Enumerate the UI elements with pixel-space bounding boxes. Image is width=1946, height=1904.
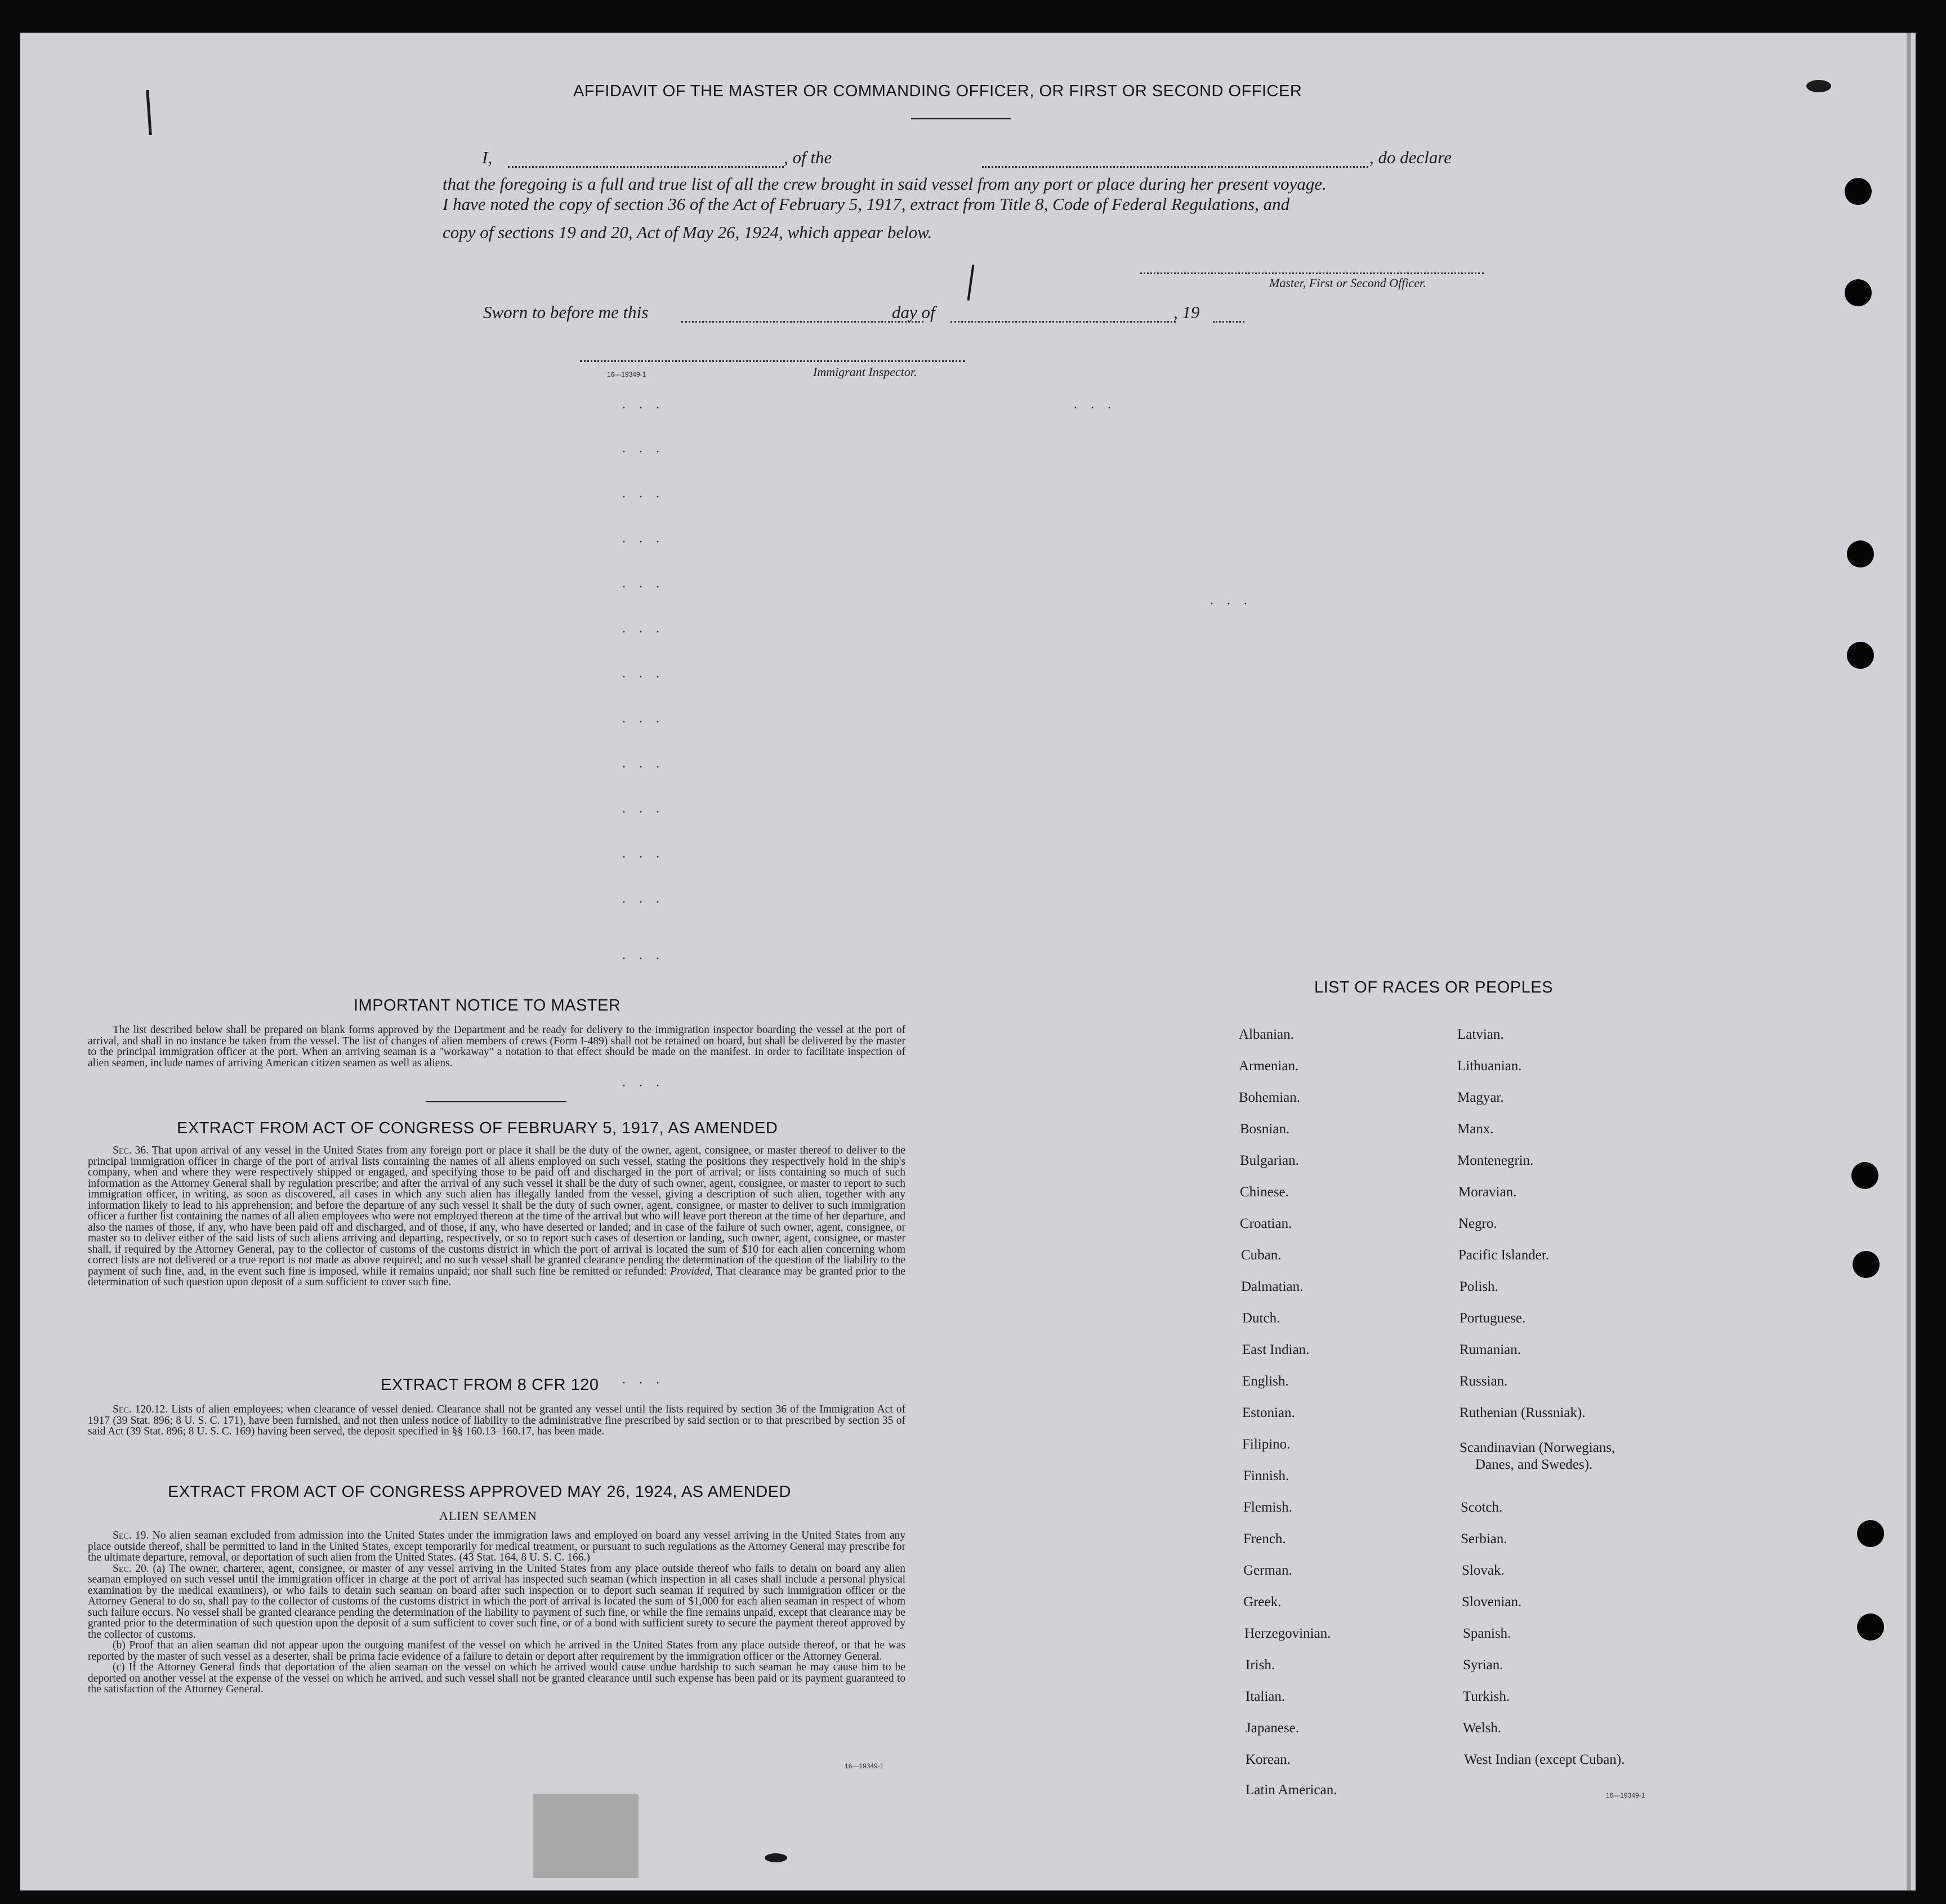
race-left-item: Cuban. [1241,1248,1282,1263]
sec-20-label: Sec. 20. [113,1562,149,1575]
placeholder-dots: · · · [622,670,664,685]
race-left-item: Herzegovinian. [1244,1626,1331,1641]
extract-1917-section-label: Sec. 36. [113,1145,149,1156]
placeholder-dots: · · · [622,805,664,820]
declaration-line-4: copy of sections 19 and 20, Act of May 26, 1924, which appear below. [443,222,932,242]
race-left-item: Croatian. [1240,1216,1292,1231]
race-right-item: West Indian (except Cuban). [1464,1752,1625,1767]
extract-1917-text: That upon arrival of any vessel in the United States from any foreign port or place it shall be the duty of the owner, agent, consignee, or master thereof to deliver to the principal immigration officer in charge of the port of arrival lists containing the names of all aliens employed on such vessel, stating the positions they respectively hold in the ship's company, when and where they were respectively shipped or engaged, and specifying those to be paid off and discharged in the port of arrival; or lists containing so much of such information as the Attorney General shall by regulation prescribe; and after the arrival of any such vessel it shall be the duty of such owner, agent, consignee, or master to report to such immigration officer, in writing, as soon as discovered, all cases in which any such alien has illegally landed from the vessel, giving a description of such alien, together with any information likely to lead to his apprehension; and before the departure of any such vessel it shall be the duty of such owner, agent, consignee, or master to deliver to such immigration officer a further list containing the names of all alien employees who were not employed thereon at the time of the arrival but who will leave port thereon at the time of her departure, and also the names of those, if any, who have been paid off and discharged, and of those, if any, who have deserted or landed; and in case of the failure of such owner, agent, consignee, or master so to deliver either of the said lists of such aliens arriving and departing, respectively, or so to report such cases of desertion or landing, such owner, agent, consignee, or master shall, if required by the Attorney General, pay to the collector of customs of the customs district in which the port of arrival is located the sum of $10 for each alien concerning whom correct lists are not delivered or a true report is not made as above required; and no such vessel shall be granted clearance pending the determination of the question of the liability to the payment of such fine, and, in the event such fine is imposed, while it remains unpaid; nor shall such fine be remitted or refunded: [88,1145,905,1277]
stamp-residue [533,1794,639,1878]
notice-body: The list described below shall be prepared on blank forms approved by the Department and be ready for delivery to the immigration inspector boarding the vessel at the port of arrival, and shall in no instance be taken from the vessel. The list of changes of alien members of crews (Form I-489) shall not be retained on board, but shall be delivered by the master to the principal immigration officer at the port. When an arriving seaman is a "workaway" a notation to that effect should be made on the manifest. In order to facilitate inspection of alien seamen, include names of arriving American citizen seamen as well as aliens. [88,1024,905,1069]
placeholder-dots: · · · [622,580,664,595]
race-left-item: Finnish. [1243,1468,1289,1483]
declaration-line-1 [443,144,1485,172]
placeholder-dots: · · · [1209,597,1252,611]
race-left-item: Latin American. [1246,1782,1337,1798]
affidavit-form-number: 16—19349-1 [607,370,646,378]
race-right-item: Rumanian. [1460,1342,1521,1357]
race-left-item: Greek. [1243,1594,1282,1610]
extract-1917-body [88,1145,905,1288]
placeholder-dots: · · · [622,895,664,910]
extract-cfr-section-label: Sec. 120.12. [113,1404,168,1415]
sworn-month-field[interactable] [950,321,1176,323]
do-declare-label: , do declare [1369,148,1452,167]
ink-smudge [1806,80,1831,92]
binder-hole [1851,1162,1878,1189]
declarant-name-field[interactable] [508,166,784,168]
sec-20a-text: (a) The owner, charterer, agent, consignee, or master of any vessel arriving in the United States from any place outside thereof who fails to detain on board any alien seaman employed on such vessel until the immigration officer in charge at the port of arrival has inspected such seaman (which inspection in all cases shall include a personal physical examination by the medical examiners), or who fails to detain such seaman on board after such inspection or to deport such seaman if required by such immigration officer or the Attorney General to do so, shall pay to the collector of customs of the customs district in which the port of arrival is located the sum of $1,000 for each alien seaman in respect of whom such failure occurs. No vessel shall be granted clearance pending the determination of the liability to payment of such fine, or while the fine remains unpaid, except that clearance may be granted prior to the determination of such question upon the deposit of a sum sufficient to cover such fine, or of a bond with sufficient surety to secure the payment thereof approved by the collector of customs. [88,1562,905,1641]
race-right-item: Magyar. [1457,1090,1504,1105]
sec-19-paragraph [88,1530,905,1563]
race-left-item: Filipino. [1242,1437,1291,1452]
placeholder-dots: · · · [622,490,664,504]
race-left-item: Chinese. [1240,1185,1289,1200]
officer-signature-line[interactable] [1140,272,1484,274]
i-label: I, [482,148,493,167]
sworn-day-field[interactable] [681,321,923,323]
extract-cfr-body [88,1404,905,1437]
placeholder-dots: · · · [622,1079,664,1093]
binder-hole [1853,1251,1880,1278]
proviso-text: That clearance may be granted prior to the determination of such question upon deposit of a sum sufficient to cover such fine. [88,1265,906,1288]
year-label: , 19 [1173,302,1200,322]
race-right-item: Scandinavian (Norwegians, [1460,1440,1615,1455]
race-right-item: Scotch. [1461,1500,1503,1515]
race-left-item: Flemish. [1243,1500,1292,1515]
placeholder-dots: · · · [622,850,664,865]
proviso-label: Provided, [670,1265,713,1277]
race-left-item: Bosnian. [1240,1121,1290,1137]
race-right-item: Welsh. [1463,1720,1502,1736]
binder-hole [1857,1520,1884,1547]
races-form-number: 16—19349-1 [1606,1791,1645,1799]
alien-seamen-subtitle: ALIEN SEAMEN [439,1509,537,1523]
sec-19-label: Sec. 19. [113,1530,149,1541]
placeholder-dots: · · · [1073,401,1116,415]
race-right-item: Montenegrin. [1457,1153,1534,1168]
race-right-item: Polish. [1460,1279,1498,1294]
race-left-item: Albanian. [1239,1027,1294,1042]
declaration-line-3: I have noted the copy of section 36 of the Act of February 5, 1917, extract from Title 8, Code of Federal Regulations, and [443,194,1290,214]
race-left-item: Bulgarian. [1240,1153,1299,1168]
placeholder-dots: · · · [622,401,664,415]
race-right-item: Turkish. [1463,1689,1510,1704]
race-left-item: Japanese. [1246,1720,1300,1736]
binder-hole [1847,540,1874,567]
race-right-item: Syrian. [1463,1657,1503,1673]
vessel-name-field[interactable] [982,166,1368,168]
race-left-item: German. [1243,1563,1292,1578]
binder-hole [1845,178,1872,205]
race-left-item: Irish. [1246,1657,1275,1673]
sec-20b-paragraph: (b) Proof that an alien seaman did not appear upon the outgoing manifest of the vessel on which he arrived in the United States from any place outside thereof, or that he was reported by the master of such vessel as a deserter, shall be prima facie evidence of a failure to detain or deport after requirement by the immigration officer or the Attorney General. [88,1639,905,1662]
officer-signature-caption: Master, First or Second Officer. [1269,276,1426,290]
extract-1924-body [88,1530,905,1695]
race-right-item: Serbian. [1461,1531,1507,1547]
race-left-item: French. [1243,1531,1286,1547]
race-left-item: Italian. [1246,1689,1286,1704]
sec-20c-paragraph: (c) If the Attorney General finds that deportation of the alien seaman on the vessel on which he arrived would cause undue hardship to such seaman he may cause him to be deported on another vessel at the expense of the vessel on which he arrived, and such vessel shall not be granted clearance until such expense has been paid or its payment guaranteed to the satisfaction of the Attorney General. [88,1661,905,1695]
placeholder-dots: · · · [622,760,664,775]
race-right-item: Ruthenian (Russniak). [1460,1405,1586,1420]
race-right-item: Pacific Islander. [1458,1248,1550,1263]
inspector-caption: Immigrant Inspector. [813,365,917,379]
notice-title: IMPORTANT NOTICE TO MASTER [354,996,621,1014]
race-left-item: Korean. [1246,1752,1291,1767]
extract-1917-title: EXTRACT FROM ACT OF CONGRESS OF FEBRUARY 5, 1917, AS AMENDED [177,1119,778,1137]
race-left-item: English. [1242,1374,1289,1389]
race-right-item: Russian. [1460,1374,1508,1389]
placeholder-dots: · · · [622,625,664,640]
race-left-item: East Indian. [1242,1342,1310,1357]
placeholder-dots: · · · [622,715,664,730]
of-the-label: , of the [784,148,832,167]
race-right-item: Manx. [1457,1121,1494,1137]
extract-cfr-title: EXTRACT FROM 8 CFR 120 [381,1376,599,1394]
extract-cfr-text: Lists of alien employees; when clearance of vessel denied. Clearance shall not be granted any vessel until the lists required by section 36 of the Immigration Act of 1917 (39 Stat. 896; 8 U. S. C. 171), have been furnished, and not then unless notice of liability to the administrative fine prescribed by said section or to that prescribed by section 35 of said Act (39 Stat. 896; 8 U. S. C. 169) having been served, the deposit specified in §§ 160.13–160.17, has been made. [88,1404,906,1437]
race-right-item: Lithuanian. [1457,1058,1522,1074]
race-right-item: Negro. [1458,1216,1497,1231]
race-right-item: Slovenian. [1462,1594,1522,1610]
day-of-label: day of [892,302,935,322]
sec-20a-paragraph [88,1563,905,1641]
race-right-item: Latvian. [1457,1027,1504,1042]
sec-19-text: No alien seaman excluded from admission into the United States under the immigration laws and employed on board any vessel arriving in the United States from any place outside thereof, shall be permitted to land in the United States, except temporarily for medical treatment, or pursuant to such regulations as the Attorney General may prescribe for the ultimate departure, removal, or deportation of such alien from the United States. (43 Stat. 164, 8 U. S. C. 166.) [88,1530,905,1563]
placeholder-dots: · · · [622,445,664,459]
extract-1924-title: EXTRACT FROM ACT OF CONGRESS APPROVED MAY 26, 1924, AS AMENDED [168,1483,791,1501]
race-right-item: Portuguese. [1460,1311,1526,1326]
race-left-item: Armenian. [1239,1058,1299,1074]
race-right-item: Spanish. [1463,1626,1511,1641]
affidavit-title: AFFIDAVIT OF THE MASTER OR COMMANDING OFFICER, OR FIRST OR SECOND OFFICER [573,82,1302,100]
binder-hole [1857,1614,1884,1641]
sworn-line [483,298,1249,327]
race-right-item: Moravian. [1458,1185,1517,1200]
sworn-label: Sworn to before me this [483,302,649,322]
races-title: LIST OF RACES OR PEOPLES [1314,978,1554,996]
race-left-item: Dalmatian. [1241,1279,1304,1294]
race-left-item: Dutch. [1242,1311,1280,1326]
placeholder-dots: · · · [622,951,664,966]
inspector-signature-line[interactable] [580,360,965,362]
race-right-item: Danes, and Swedes). [1475,1457,1593,1472]
placeholder-dots: · · · [622,1376,664,1391]
race-left-item: Estonian. [1242,1405,1295,1420]
sworn-year-field[interactable] [1213,321,1244,323]
race-left-item: Bohemian. [1239,1090,1301,1105]
extract-form-number: 16—19349-1 [845,1762,884,1770]
declaration-line-2: that the foregoing is a full and true list of all the crew brought in said vessel from any port or place during her present voyage. [443,174,1327,194]
binder-hole [1847,642,1874,669]
section-rule [426,1101,566,1102]
binder-hole [1845,279,1872,306]
placeholder-dots: · · · [622,535,664,549]
sheet-edge [1907,33,1911,1890]
title-rule [911,118,1011,119]
race-right-item: Slovak. [1462,1563,1505,1578]
ink-smudge [765,1853,787,1862]
